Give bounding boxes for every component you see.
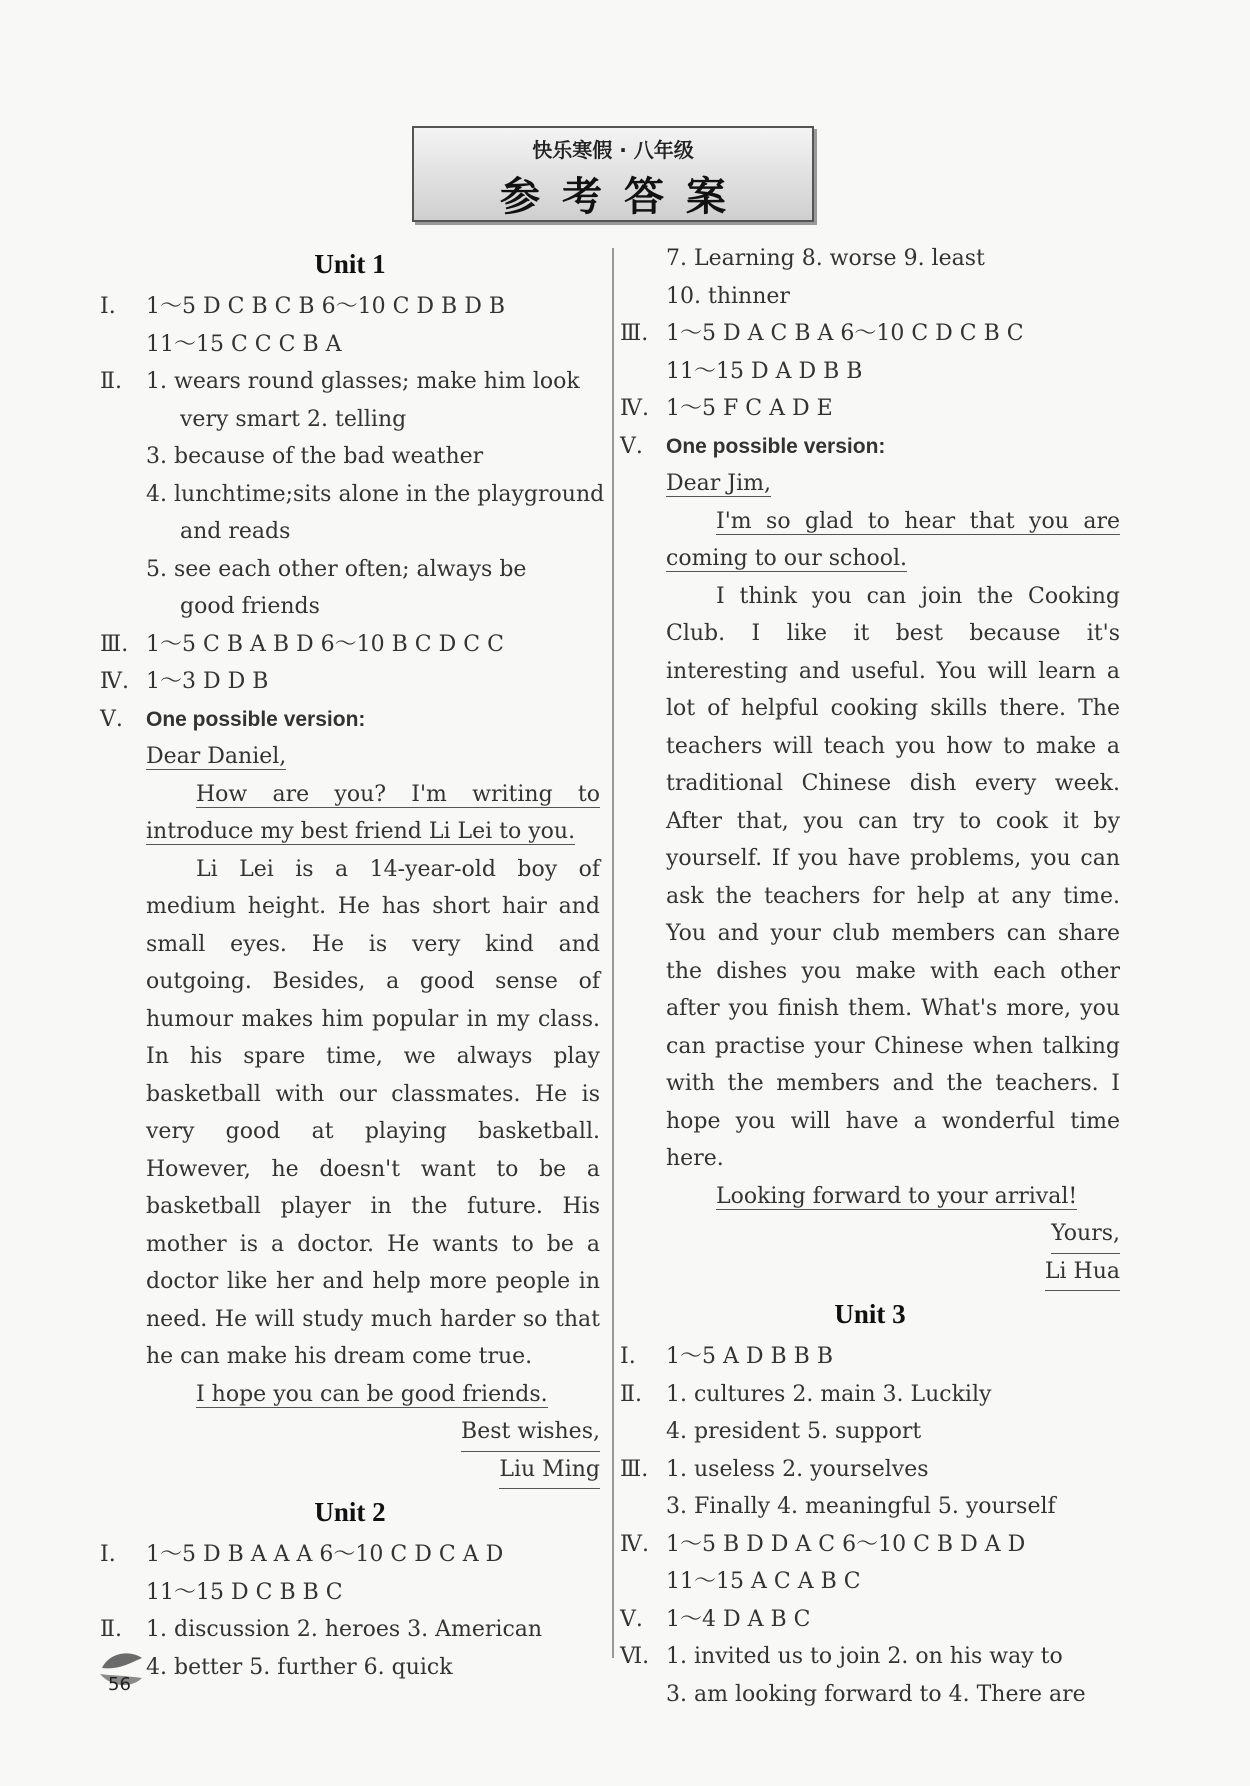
letter-opening [620, 503, 1120, 578]
answer-line [100, 1611, 600, 1649]
signoff-text: Best wishes, [461, 1413, 600, 1452]
answer-text: 1～4 D A B C [666, 1606, 811, 1632]
answer-text: 1～3 D D B [146, 669, 269, 694]
answer-line [620, 1376, 1120, 1414]
answer-line [100, 626, 600, 664]
letter-greeting [620, 465, 1120, 503]
answer-line: 11～15 C C C B A [146, 331, 342, 357]
header-subtitle: 快乐寒假 · 八年级 [532, 138, 694, 162]
letter-signature [620, 1253, 1120, 1291]
closing-text: I hope you can be good friends. [196, 1381, 548, 1407]
section-number: Ⅰ. [100, 1542, 116, 1567]
answer-line [100, 363, 600, 401]
greeting-text: Dear Jim, [666, 471, 771, 496]
answer-line: 4. lunchtime;sits alone in the playground [146, 481, 605, 507]
section-number: Ⅱ. [100, 369, 122, 394]
answer-text: 1～5 D C B C B 6～10 C D B D B [146, 294, 505, 319]
section-number: Ⅳ. [620, 1531, 649, 1557]
version-heading: One possible version: [146, 707, 366, 731]
answer-line: 11～15 D A D B B [666, 358, 863, 384]
unit-title: Unit 2 [314, 1497, 386, 1527]
section-number: Ⅲ. [620, 1456, 649, 1482]
answer-text: 1. invited us to join 2. on his way to [666, 1644, 1063, 1669]
answer-line [100, 701, 600, 739]
section-number: Ⅳ. [100, 669, 129, 694]
letter-body: I think you can join the Cooking Club. I like it best because it's interesting and useful. You will learn a lot of helpful cooking skills there. The teachers will teach you how to make a traditional Chinese dish every week. After that, you can try to cook it by yourself. If you have problems, you can ask the teachers for help at any time. You and your club members can share the dishes you make with each other after you finish them. What's more, you can practise your Chinese when talking with the members and the teachers. I hope you will have a wonderful time here. [666, 583, 1120, 1171]
section-number: Ⅰ. [620, 1344, 636, 1369]
answer-line [620, 315, 1120, 353]
answer-line: and reads [180, 519, 291, 544]
answer-line [620, 428, 1120, 466]
answer-line: 11～15 A C A B C [666, 1569, 861, 1594]
opening-text: How are you? I'm writing to introduce my best friend Li Lei to you. [146, 781, 600, 844]
answer-text: 1～5 C B A B D 6～10 B C D C C [146, 631, 504, 657]
version-heading: One possible version: [666, 434, 886, 458]
letter-opening [100, 776, 600, 851]
letter-greeting [100, 738, 600, 776]
answer-text: 1. useless 2. yourselves [666, 1456, 929, 1482]
answer-line: 3. am looking forward to 4. There are [666, 1681, 1086, 1707]
answer-line: 4. president 5. support [666, 1419, 922, 1444]
answer-text: 1～5 F C A D E [666, 396, 833, 421]
opening-text: I'm so glad to hear that you are coming to our school. [666, 508, 1120, 571]
page-number: 56 [108, 1674, 131, 1695]
section-number: Ⅴ. [620, 433, 643, 459]
answer-line: 11～15 D C B B C [146, 1579, 343, 1605]
letter-body: Li Lei is a 14-year-old boy of medium height. He has short hair and small eyes. He is very kind and outgoing. Besides, a good sense of humour makes him popular in my class. In his spare time, we always play basketball with our classmates. He is very good at playing basketball. However, he doesn't want to be a basketball player in the future. His mother is a doctor. He wants to be a doctor like her and help more people in need. He will study much harder so that he can make his dream come true. [146, 856, 600, 1369]
section-number: Ⅱ. [620, 1381, 642, 1407]
answer-line [620, 390, 1120, 428]
answer-line [100, 1536, 600, 1574]
answer-line [620, 1338, 1120, 1376]
header-title: 参考答案 [500, 174, 748, 220]
answer-line: 7. Learning 8. worse 9. least [666, 246, 985, 271]
section-number: Ⅴ. [620, 1606, 643, 1632]
section-number: Ⅴ. [100, 706, 123, 732]
answer-text: 1. cultures 2. main 3. Luckily [666, 1381, 992, 1407]
header-banner [412, 126, 814, 222]
section-number: Ⅲ. [620, 321, 649, 346]
answer-line [620, 1451, 1120, 1489]
right-column [620, 240, 1120, 1713]
letter-signature [100, 1451, 600, 1489]
answer-line: 4. better 5. further 6. quick [146, 1654, 453, 1680]
answer-line: 3. Finally 4. meaningful 5. yourself [666, 1494, 1056, 1519]
column-divider [612, 248, 614, 1658]
letter-closing [620, 1178, 1120, 1216]
signature-text: Liu Ming [499, 1451, 600, 1490]
greeting-text: Dear Daniel, [146, 744, 287, 769]
answer-line [100, 663, 600, 701]
closing-text: Looking forward to your arrival! [716, 1183, 1078, 1209]
answer-line: good friends [180, 594, 320, 619]
section-number: Ⅵ. [620, 1644, 650, 1669]
answer-line [620, 1638, 1120, 1676]
letter-closing [100, 1376, 600, 1414]
answer-text: 1～5 D B A A A 6～10 C D C A D [146, 1542, 504, 1567]
section-number: Ⅰ. [100, 294, 116, 319]
section-number: Ⅲ. [100, 631, 129, 657]
signature-text: Li Hua [1045, 1253, 1120, 1292]
unit-title: Unit 3 [834, 1299, 906, 1329]
letter-signoff [100, 1413, 600, 1451]
unit-title: Unit 1 [314, 249, 386, 279]
answer-line [100, 288, 600, 326]
answer-text: 1～5 B D D A C 6～10 C B D A D [666, 1531, 1026, 1557]
left-column [100, 240, 605, 1686]
answer-text: 1. wears round glasses; make him look [146, 369, 580, 394]
section-number: Ⅳ. [620, 396, 649, 421]
answer-line: 10. thinner [666, 283, 790, 309]
answer-line: 3. because of the bad weather [146, 444, 484, 469]
answer-line: very smart 2. telling [180, 406, 407, 432]
answer-text: 1～5 A D B B B [666, 1344, 833, 1369]
signoff-text: Yours, [1051, 1215, 1120, 1254]
answer-text: 1～5 D A C B A 6～10 C D C B C [666, 321, 1024, 346]
section-number: Ⅱ. [100, 1617, 122, 1642]
answer-line: 5. see each other often; always be [146, 556, 527, 582]
letter-signoff [620, 1215, 1120, 1253]
answer-line [620, 1601, 1120, 1639]
answer-line [620, 1526, 1120, 1564]
answer-text: 1. discussion 2. heroes 3. American [146, 1617, 543, 1642]
